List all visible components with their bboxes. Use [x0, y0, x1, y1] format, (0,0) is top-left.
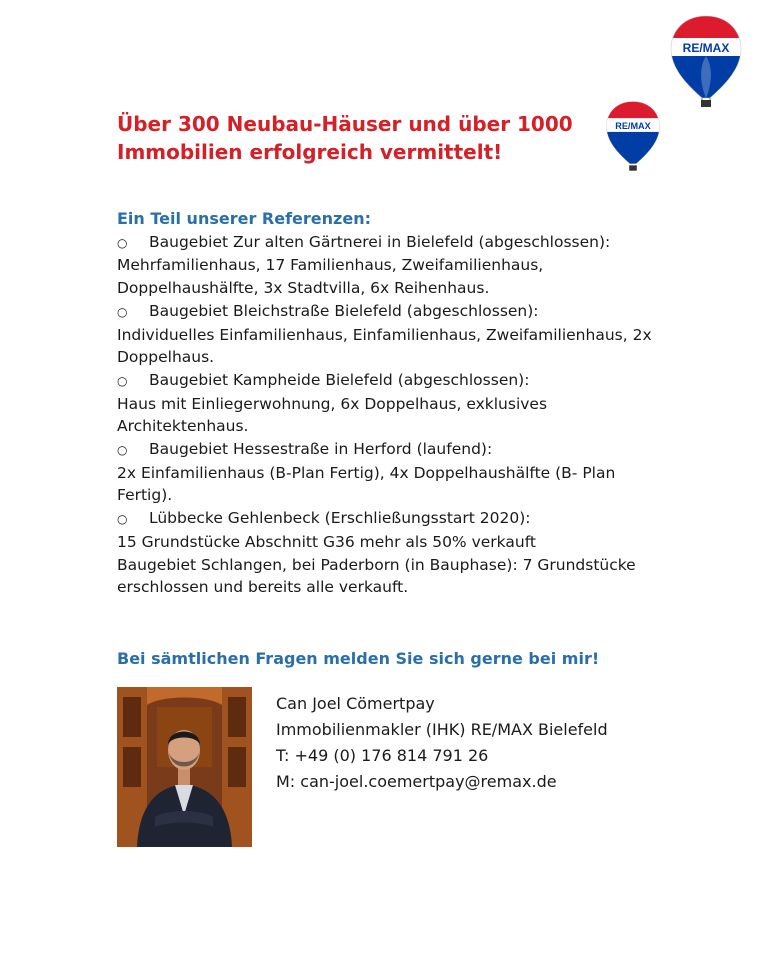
reference-extra: Baugebiet Schlangen, bei Paderborn (in Bauphase): 7 Grundstücke erschlossen und bereits alle verkauft. — [117, 555, 636, 597]
references-title: Ein Teil unserer Referenzen: — [117, 209, 371, 228]
reference-head: Baugebiet Bleichstraße Bielefeld (abgeschlossen): — [149, 301, 539, 320]
headline — [117, 110, 587, 166]
bullet-icon: ○ — [117, 512, 128, 527]
reference-item — [117, 438, 657, 507]
remax-balloon-logo — [668, 14, 744, 114]
reference-detail: Mehrfamilienhaus, 17 Familienhaus, Zweifamilienhaus, Doppelhaushälfte, 3x Stadtvilla, 6x Reihenhaus. — [117, 256, 544, 298]
reference-item — [117, 300, 657, 369]
bullet-icon: ○ — [117, 443, 128, 458]
remax-balloon-logo-small — [604, 100, 662, 176]
reference-item — [117, 369, 657, 438]
contact-email[interactable]: M: can-joel.coemertpay@remax.de — [276, 772, 557, 791]
reference-item — [117, 231, 657, 300]
reference-head: Baugebiet Hessestraße in Herford (laufend): — [149, 440, 493, 459]
contact-phone[interactable]: T: +49 (0) 176 814 791 26 — [276, 746, 489, 765]
agent-photo — [117, 687, 252, 847]
logo-text-small: RE/MAX — [615, 120, 651, 131]
reference-head: Lübbecke Gehlenbeck (Erschließungsstart 2020): — [149, 509, 531, 528]
bullet-icon: ○ — [117, 373, 128, 388]
reference-detail: 2x Einfamilienhaus (B-Plan Fertig), 4x Doppelhaushälfte (B- Plan Fertig). — [117, 463, 616, 505]
bullet-icon: ○ — [117, 235, 128, 250]
reference-detail: Haus mit Einliegerwohnung, 6x Doppelhaus, exklusives Architektenhaus. — [117, 394, 548, 436]
contact-name: Can Joel Cömertpay — [276, 694, 435, 713]
bullet-icon: ○ — [117, 304, 128, 319]
reference-detail: 15 Grundstücke Abschnitt G36 mehr als 50% verkauft — [117, 532, 536, 551]
reference-head: Baugebiet Kampheide Bielefeld (abgeschlossen): — [149, 370, 530, 389]
reference-head: Baugebiet Zur alten Gärtnerei in Bielefeld (abgeschlossen): — [149, 232, 611, 251]
contact-role: Immobilienmakler (IHK) RE/MAX Bielefeld — [276, 720, 608, 739]
logo-text: RE/MAX — [682, 41, 730, 55]
reference-detail: Individuelles Einfamilienhaus, Einfamilienhaus, Zweifamilienhaus, 2x Doppelhaus. — [117, 325, 652, 367]
contact-cta: Bei sämtlichen Fragen melden Sie sich gerne bei mir! — [117, 649, 600, 668]
contact-details — [276, 691, 608, 795]
headline-line-1: Über 300 Neubau-Häuser und über 1000 — [117, 112, 573, 136]
reference-item — [117, 507, 657, 553]
headline-line-2: Immobilien erfolgreich vermittelt! — [117, 140, 503, 164]
references-section — [117, 208, 657, 599]
